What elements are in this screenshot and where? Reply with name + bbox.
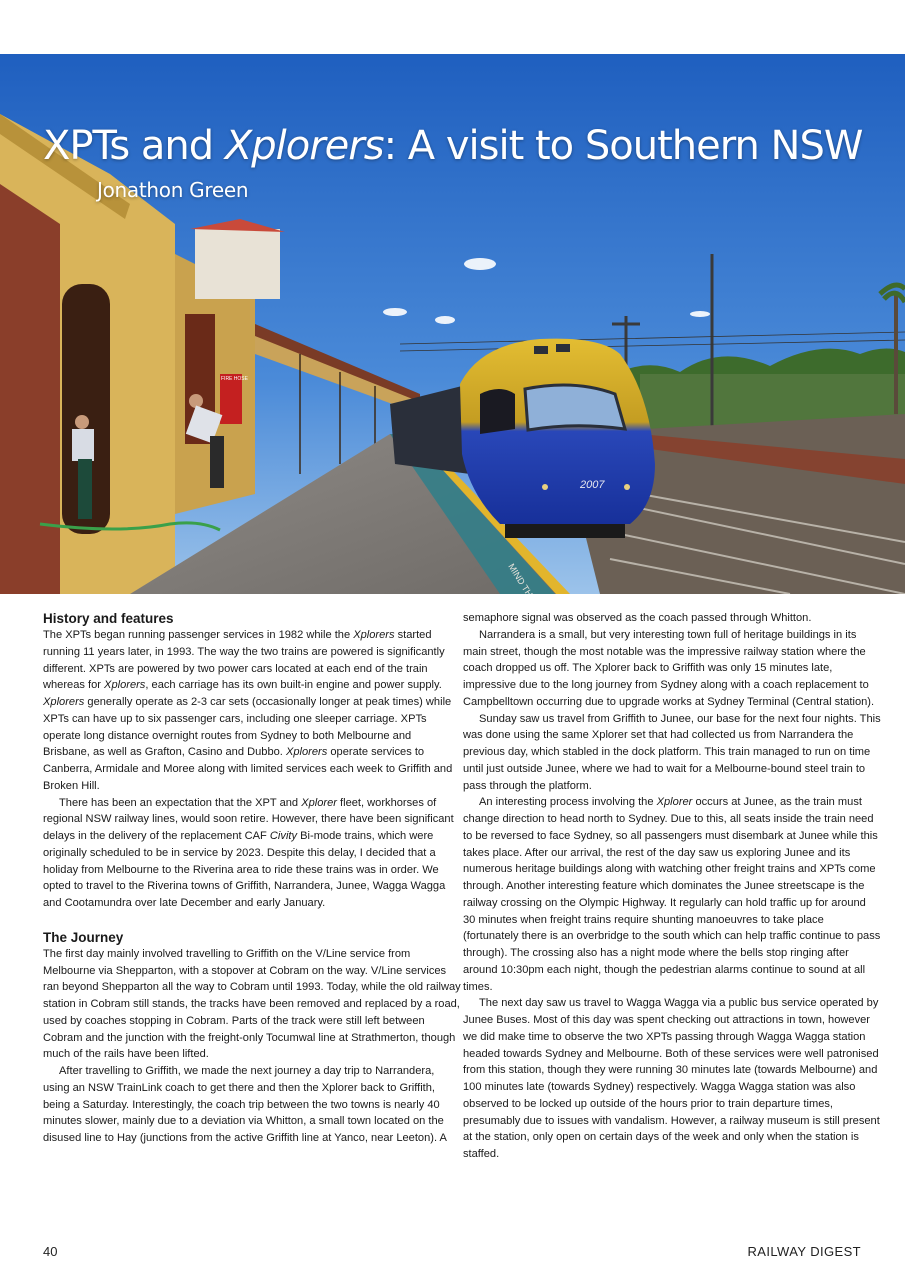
- paragraph: The XPTs began running passenger services in 1982 while the Xplorers started running 11 years later, in 1993. The way the two trains are powered is significantly different. XPTs are powered by two power cars located at each end of the train whereas for Xplorers, each carriage has its own built-in engine and power supply. Xplorers generally operate as 2-3 car sets (occasionally longer at peak times) while XPTs can have up to six passenger cars, including one sleeper carriage. XPTs operate long distance overnight routes from Sydney to both Melbourne and Brisbane, as well as Grafton, Casino and Dubbo. Xplorers operate services to Canberra, Armidale and Moree along with limited services each week to Griffith and Broken Hill.: [43, 629, 453, 792]
- page-number: 40: [43, 1244, 58, 1259]
- paragraph: Sunday saw us travel from Griffith to Junee, our base for the next four nights. This was done using the same Xplorer set that had collected us from Narrandera the previous day, which stabled in the dock platform. This train managed to run on time until just outside Junee, where we had to wait for a Melbourne-bound steel train to pass through the platform.: [463, 712, 881, 792]
- brick-wall: [0, 184, 60, 594]
- title-italic: Xplorers: [224, 123, 384, 169]
- title-part-2: : A visit to Southern NSW: [383, 123, 863, 169]
- left-column: [43, 610, 461, 1147]
- right-column: [463, 610, 881, 1163]
- paragraph: An interesting process involving the Xplorer occurs at Junee, as the train must change direction to head north to Sydney. Due to this, all seats inside the train need to be reversed to face Sydney, so all passengers must disembark at Junee while this takes place. After our arrival, the rest of the day saw us exploring Junee and its numerous heritage buildings along with watching other freight trains and XPTs come through. Another interesting feature which dominates the Junee streetscape is the railway crossing on the Olympic Highway. It regularly can hold traffic up for around 30 minutes when freight trains require shunting manoeuvres to take place (fortunately there is an overbridge to the south which can help traffic continue to pass through). The crossing also has a night mode where the bells stop ringing after around 10:30pm each night, though the pedestrian alarms continue to sound at all times.: [463, 796, 881, 993]
- paragraph: The first day mainly involved travelling to Griffith on the V/Line service from Melbourne via Shepparton, with a stopover at Cobram on the way. V/Line services ran beyond Shepparton all the way to Cobram until 1993. Today, while the old railway station in Cobram still stands, the tracks have been removed and replaced by a road, used by coaches stopping in Cobram. Parts of the track were still left between Cobram and the junction with the freight-only Tocumwal line at Strathmerton, though much of the rails have been lifted.: [43, 947, 461, 1061]
- train-number: 2007: [580, 479, 605, 491]
- paragraph: There has been an expectation that the XPT and Xplorer fleet, workhorses of regional NSW railway lines, would soon retire. However, there have been significant delays in the delivery of the replacement CAF Civity Bi-mode trains, which were originally scheduled to be in service by 2023. Despite this delay, I decided that a holiday from Melbourne to the Riverina area to ride these trains was in order. We opted to travel to the Riverina towns of Griffith, Narrandera, Junee, Wagga Wagga and Cootamundra over late December and early January.: [43, 796, 454, 909]
- fire-hose-sign: FIRE HOSE: [221, 376, 248, 382]
- paragraph: semaphore signal was observed as the coach passed through Whitton.: [463, 612, 812, 624]
- section-heading-history: History and features: [43, 611, 174, 626]
- title-part-1: XPTs and: [43, 123, 225, 169]
- magazine-name: RAILWAY DIGEST: [747, 1244, 861, 1259]
- paragraph: The next day saw us travel to Wagga Wagga via a public bus service operated by Junee Buses. Most of this day was spent checking out attractions in town, however we did make time to observe the two XPTs passing through Wagga Wagga station headed towards Sydney and Melbourne. Both of these services were well patronised from this station, though they were running 30 minutes late (towards Melbourne) and 100 minutes late (towards Sydney) respectively. Wagga Wagga station was also observed to be locked up outside of the hours prior to train departure times, presumably due to issues with vandalism. However, a railway museum is still present at the station, only open on certain days of the week and only when the station is staffed.: [463, 997, 880, 1160]
- author-byline: Jonathon Green: [97, 178, 249, 202]
- hero-photo: [0, 54, 905, 594]
- windscreen: [525, 385, 625, 430]
- section-heading-journey: The Journey: [43, 929, 124, 945]
- paragraph: Narrandera is a small, but very interesting town full of heritage buildings in its main street, though the most notable was the impressive railway station where the coach dropped us off. The Xplorer back to Griffith was only 15 minutes late, impressive due to the long journey from Sydney along with a coach replacement to Campbelltown occurring due to upgrade works at Sydney Terminal (Central station).: [463, 628, 875, 708]
- paragraph: After travelling to Griffith, we made the next journey a day trip to Narrandera, using an NSW TrainLink coach to get there and then the Xplorer back to Griffith, being a Saturday. Interestingly, the coach trip between the two towns is nearly 40 minutes slower, mainly due to a deviation via Whitton, a small town located on the disused line to Hay (junctions from the active Griffith line at Yanco, near Leeton). A: [43, 1065, 447, 1144]
- article-title: [43, 120, 862, 172]
- building-tower: [195, 229, 280, 299]
